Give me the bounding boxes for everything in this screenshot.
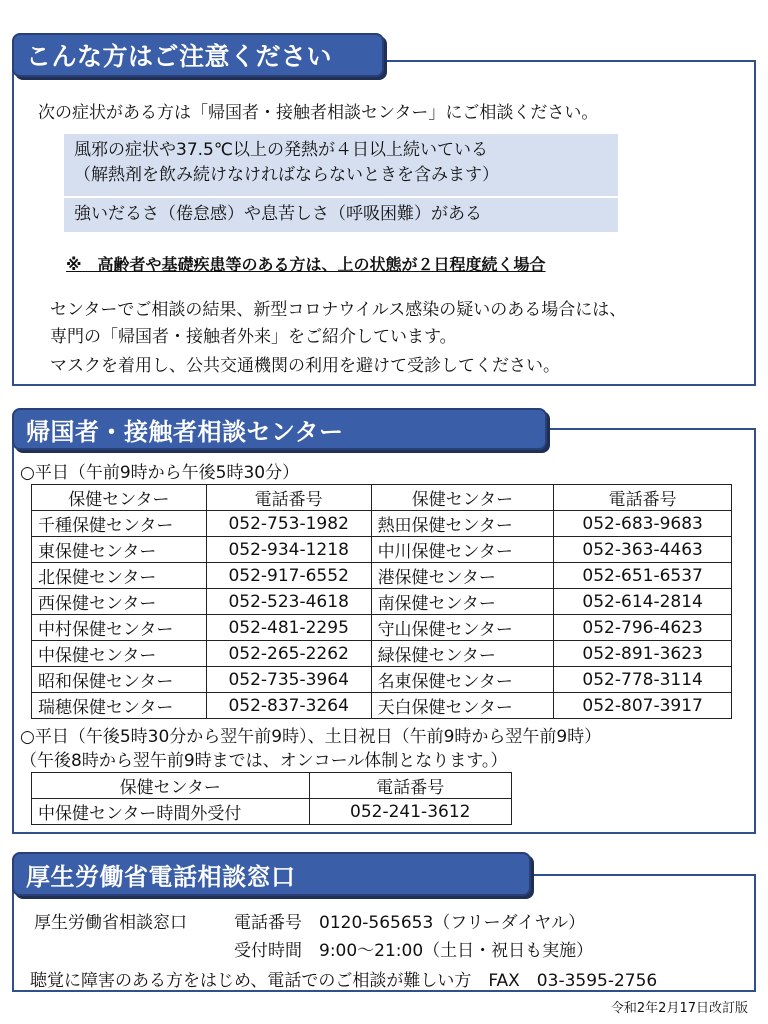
- center-name: 守山保健センター: [371, 615, 554, 641]
- center-name: 天白保健センター: [371, 693, 554, 719]
- phone-number: 052-837-3264: [206, 693, 371, 719]
- center-name: 中川保健センター: [371, 537, 554, 563]
- mhlw-title: 厚生労働省電話相談窓口: [12, 852, 531, 896]
- center-name: 緑保健センター: [371, 641, 554, 667]
- phone-number: 052-614-2814: [554, 589, 732, 615]
- table-header-row: [32, 485, 732, 511]
- center-name: 港保健センター: [371, 563, 554, 589]
- health-center-table: [31, 484, 732, 719]
- elderly-note: ※ 高齢者や基礎疾患等のある方は、上の状態が２日程度続く場合: [66, 255, 546, 274]
- center-name: 中保健センター時間外受付: [32, 799, 310, 825]
- weekday-hours-caption: ○平日（午前9時から午後5時30分）: [20, 463, 300, 483]
- center-name: 北保健センター: [32, 563, 207, 589]
- offhours-caption: ○平日（午後5時30分から翌午前9時）、土日祝日（午前9時から翌午前9時）: [20, 727, 602, 747]
- mhlw-phone-line: 電話番号 0120-565653（フリーダイヤル）: [234, 913, 586, 933]
- mhlw-fax-line: 聴覚に障害のある方をはじめ、電話でのご相談が難しい方 FAX 03-3595-2756: [30, 971, 658, 991]
- symptom-fever-line2: （解熱剤を飲み続けなければならないときを含みます）: [74, 164, 499, 185]
- table-row: [32, 667, 732, 693]
- symptom-fever-box: [64, 134, 618, 196]
- header-center: 保健センター: [32, 485, 207, 511]
- table-row: [32, 641, 732, 667]
- mhlw-hours-line: 受付時間 9:00～21:00（土日・祝日も実施）: [234, 941, 594, 961]
- phone-number: 052-241-3612: [309, 799, 511, 825]
- center-name: 熱田保健センター: [371, 511, 554, 537]
- header-center: 保健センター: [371, 485, 554, 511]
- center-paragraph-2: 専門の「帰国者・接触者外来」をご紹介しています。: [50, 327, 457, 347]
- center-name: 瑞穂保健センター: [32, 693, 207, 719]
- table-row: [32, 615, 732, 641]
- phone-number: 052-363-4463: [554, 537, 732, 563]
- table-row: [32, 563, 732, 589]
- offhours-header-row: [32, 773, 512, 799]
- center-name: 東保健センター: [32, 537, 207, 563]
- center-name: 昭和保健センター: [32, 667, 207, 693]
- oncall-note: （午後8時から翌午前9時までは、オンコール体制となります。）: [20, 751, 508, 771]
- offhours-table: [31, 772, 512, 825]
- table-row: [32, 799, 512, 825]
- center-name: 中保健センター: [32, 641, 207, 667]
- phone-number: 052-683-9683: [554, 511, 732, 537]
- center-name: 名東保健センター: [371, 667, 554, 693]
- symptom-fatigue-box: [64, 198, 618, 232]
- caution-title: こんな方はご注意ください: [12, 33, 384, 77]
- phone-number: 052-796-4623: [554, 615, 732, 641]
- phone-number: 052-753-1982: [206, 511, 371, 537]
- phone-number: 052-651-6537: [554, 563, 732, 589]
- consultation-center-title: 帰国者・接触者相談センター: [12, 408, 547, 450]
- phone-number: 052-917-6552: [206, 563, 371, 589]
- revision-date: 令和2年2月17日改訂版: [610, 1001, 748, 1016]
- table-row: [32, 511, 732, 537]
- phone-number: 052-265-2262: [206, 641, 371, 667]
- center-name: 千種保健センター: [32, 511, 207, 537]
- table-row: [32, 693, 732, 719]
- phone-number: 052-934-1218: [206, 537, 371, 563]
- phone-number: 052-891-3623: [554, 641, 732, 667]
- header-phone: 電話番号: [206, 485, 371, 511]
- phone-number: 052-778-3114: [554, 667, 732, 693]
- header-phone: 電話番号: [309, 773, 511, 799]
- phone-number: 052-735-3964: [206, 667, 371, 693]
- center-name: 西保健センター: [32, 589, 207, 615]
- symptom-fatigue-text: 強いだるさ（倦怠感）や息苦しさ（呼吸困難）がある: [74, 204, 482, 224]
- phone-number: 052-523-4618: [206, 589, 371, 615]
- caution-intro: 次の症状がある方は「帰国者・接触者相談センター」にご相談ください。: [38, 103, 599, 123]
- table-row: [32, 589, 732, 615]
- phone-number: 052-481-2295: [206, 615, 371, 641]
- symptom-fever-line1: 風邪の症状や37.5℃以上の発熱が４日以上続いている: [74, 140, 488, 160]
- phone-number: 052-807-3917: [554, 693, 732, 719]
- mhlw-desk-label: 厚生労働省相談窓口: [34, 913, 187, 933]
- center-paragraph-3: マスクを着用し、公共交通機関の利用を避けて受診してください。: [50, 356, 560, 376]
- center-paragraph-1: センターでご相談の結果、新型コロナウイルス感染の疑いのある場合には、: [50, 300, 627, 320]
- header-phone: 電話番号: [554, 485, 732, 511]
- table-row: [32, 537, 732, 563]
- center-name: 南保健センター: [371, 589, 554, 615]
- center-name: 中村保健センター: [32, 615, 207, 641]
- header-center: 保健センター: [32, 773, 310, 799]
